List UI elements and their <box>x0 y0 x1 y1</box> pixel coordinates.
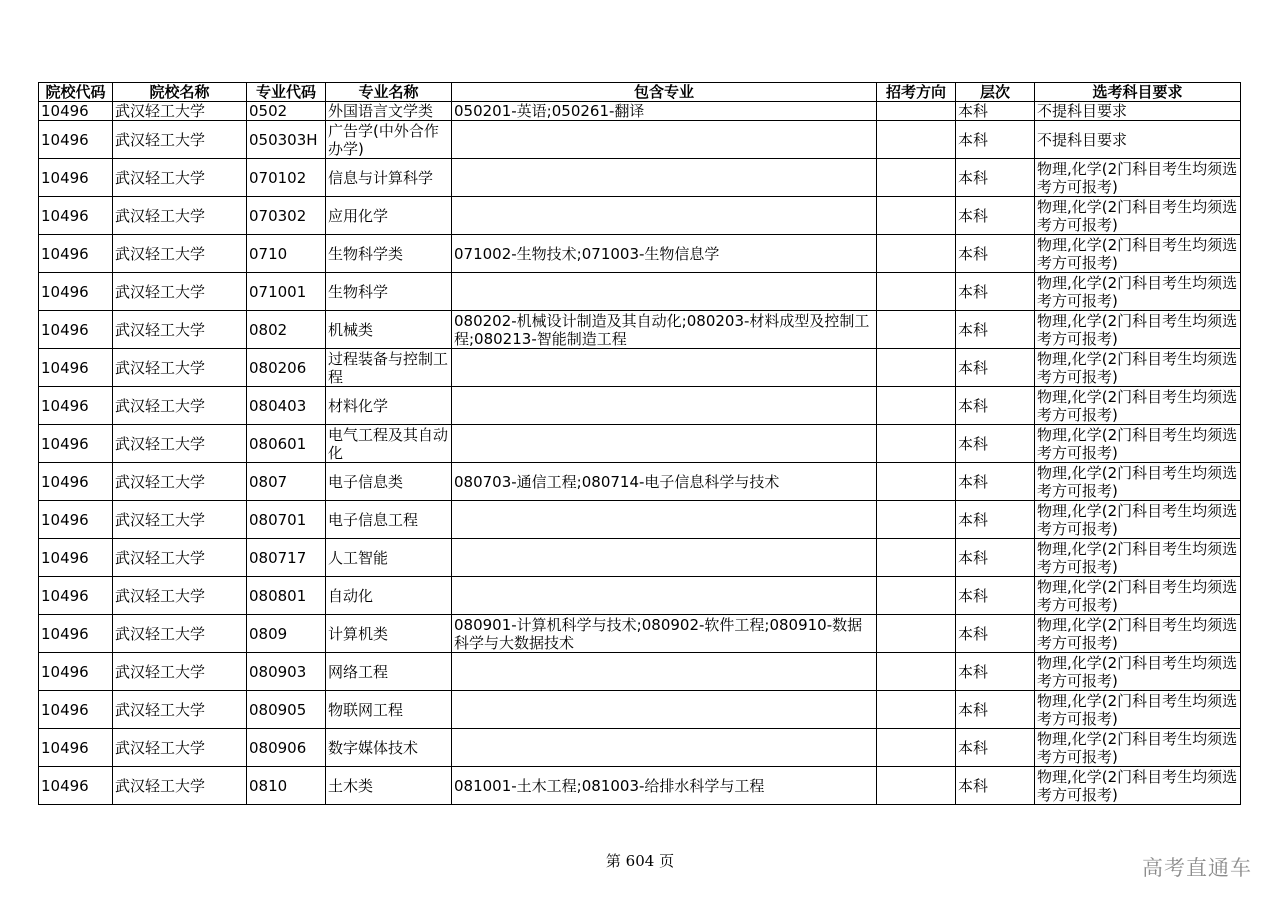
header-level: 层次 <box>956 83 1035 102</box>
subject-requirement-cell: 物理,化学(2门科目考生均须选考方可报考) <box>1035 539 1241 577</box>
subject-requirement-cell: 物理,化学(2门科目考生均须选考方可报考) <box>1035 349 1241 387</box>
included-majors-cell <box>452 349 877 387</box>
major-name-cell: 计算机类 <box>326 615 452 653</box>
level-cell: 本科 <box>956 501 1035 539</box>
included-majors-cell: 071002-生物技术;071003-生物信息学 <box>452 235 877 273</box>
major-code-cell: 080906 <box>247 729 326 767</box>
subject-requirement-cell: 物理,化学(2门科目考生均须选考方可报考) <box>1035 197 1241 235</box>
header-school-name: 院校名称 <box>113 83 247 102</box>
included-majors-cell: 080202-机械设计制造及其自动化;080203-材料成型及控制工程;080213-智能制造工程 <box>452 311 877 349</box>
included-majors-cell <box>452 577 877 615</box>
school-name-cell: 武汉轻工大学 <box>113 235 247 273</box>
table-row <box>39 121 1241 159</box>
direction-cell <box>877 273 956 311</box>
major-code-cell: 080717 <box>247 539 326 577</box>
major-name-cell: 数字媒体技术 <box>326 729 452 767</box>
subject-requirement-cell: 物理,化学(2门科目考生均须选考方可报考) <box>1035 425 1241 463</box>
major-name-cell: 物联网工程 <box>326 691 452 729</box>
level-cell: 本科 <box>956 729 1035 767</box>
direction-cell <box>877 615 956 653</box>
major-name-cell: 生物科学 <box>326 273 452 311</box>
header-school-code: 院校代码 <box>39 83 113 102</box>
school-code-cell: 10496 <box>39 729 113 767</box>
school-name-cell: 武汉轻工大学 <box>113 539 247 577</box>
major-code-cell: 080701 <box>247 501 326 539</box>
direction-cell <box>877 653 956 691</box>
major-code-cell: 0810 <box>247 767 326 805</box>
major-name-cell: 外国语言文学类 <box>326 102 452 121</box>
major-name-cell: 电子信息类 <box>326 463 452 501</box>
table-row <box>39 235 1241 273</box>
table-row <box>39 729 1241 767</box>
major-code-cell: 0809 <box>247 615 326 653</box>
included-majors-cell <box>452 197 877 235</box>
subject-requirement-cell: 物理,化学(2门科目考生均须选考方可报考) <box>1035 767 1241 805</box>
school-name-cell: 武汉轻工大学 <box>113 159 247 197</box>
school-name-cell: 武汉轻工大学 <box>113 767 247 805</box>
major-code-cell: 0502 <box>247 102 326 121</box>
header-major-name: 专业名称 <box>326 83 452 102</box>
major-code-cell: 080903 <box>247 653 326 691</box>
school-code-cell: 10496 <box>39 425 113 463</box>
level-cell: 本科 <box>956 197 1035 235</box>
watermark-logo-text: 高考直通车 <box>1142 856 1252 880</box>
table-row <box>39 767 1241 805</box>
subject-requirement-cell: 不提科目要求 <box>1035 102 1241 121</box>
direction-cell <box>877 539 956 577</box>
table-row <box>39 159 1241 197</box>
school-code-cell: 10496 <box>39 539 113 577</box>
major-name-cell: 网络工程 <box>326 653 452 691</box>
school-name-cell: 武汉轻工大学 <box>113 691 247 729</box>
subject-requirement-cell: 物理,化学(2门科目考生均须选考方可报考) <box>1035 691 1241 729</box>
level-cell: 本科 <box>956 653 1035 691</box>
table-body <box>39 102 1241 805</box>
major-code-cell: 070102 <box>247 159 326 197</box>
table-row <box>39 425 1241 463</box>
major-code-cell: 050303H <box>247 121 326 159</box>
subject-requirement-cell: 物理,化学(2门科目考生均须选考方可报考) <box>1035 235 1241 273</box>
table-row <box>39 577 1241 615</box>
subject-requirement-cell: 物理,化学(2门科目考生均须选考方可报考) <box>1035 577 1241 615</box>
school-name-cell: 武汉轻工大学 <box>113 121 247 159</box>
school-name-cell: 武汉轻工大学 <box>113 577 247 615</box>
school-code-cell: 10496 <box>39 349 113 387</box>
subject-requirement-cell: 物理,化学(2门科目考生均须选考方可报考) <box>1035 273 1241 311</box>
major-code-cell: 080905 <box>247 691 326 729</box>
school-code-cell: 10496 <box>39 387 113 425</box>
school-code-cell: 10496 <box>39 102 113 121</box>
level-cell: 本科 <box>956 159 1035 197</box>
major-name-cell: 机械类 <box>326 311 452 349</box>
major-name-cell: 生物科学类 <box>326 235 452 273</box>
subject-requirement-cell: 物理,化学(2门科目考生均须选考方可报考) <box>1035 387 1241 425</box>
level-cell: 本科 <box>956 615 1035 653</box>
included-majors-cell <box>452 425 877 463</box>
header-subject-requirement: 选考科目要求 <box>1035 83 1241 102</box>
major-code-cell: 070302 <box>247 197 326 235</box>
major-name-cell: 过程装备与控制工程 <box>326 349 452 387</box>
school-name-cell: 武汉轻工大学 <box>113 425 247 463</box>
major-name-cell: 广告学(中外合作办学) <box>326 121 452 159</box>
level-cell: 本科 <box>956 349 1035 387</box>
included-majors-cell <box>452 273 877 311</box>
school-name-cell: 武汉轻工大学 <box>113 729 247 767</box>
subject-requirement-cell: 物理,化学(2门科目考生均须选考方可报考) <box>1035 463 1241 501</box>
major-name-cell: 人工智能 <box>326 539 452 577</box>
included-majors-cell <box>452 691 877 729</box>
direction-cell <box>877 121 956 159</box>
direction-cell <box>877 311 956 349</box>
table-header-row <box>39 83 1241 102</box>
level-cell: 本科 <box>956 102 1035 121</box>
school-code-cell: 10496 <box>39 615 113 653</box>
school-code-cell: 10496 <box>39 463 113 501</box>
major-name-cell: 电气工程及其自动化 <box>326 425 452 463</box>
admission-table <box>38 82 1241 805</box>
direction-cell <box>877 691 956 729</box>
school-code-cell: 10496 <box>39 501 113 539</box>
direction-cell <box>877 463 956 501</box>
school-name-cell: 武汉轻工大学 <box>113 463 247 501</box>
direction-cell <box>877 577 956 615</box>
included-majors-cell: 080703-通信工程;080714-电子信息科学与技术 <box>452 463 877 501</box>
table-row <box>39 311 1241 349</box>
level-cell: 本科 <box>956 311 1035 349</box>
school-code-cell: 10496 <box>39 197 113 235</box>
table-row <box>39 102 1241 121</box>
school-name-cell: 武汉轻工大学 <box>113 273 247 311</box>
major-code-cell: 080801 <box>247 577 326 615</box>
direction-cell <box>877 387 956 425</box>
level-cell: 本科 <box>956 121 1035 159</box>
header-included-majors: 包含专业 <box>452 83 877 102</box>
included-majors-cell <box>452 729 877 767</box>
table-row <box>39 501 1241 539</box>
major-code-cell: 0710 <box>247 235 326 273</box>
major-name-cell: 土木类 <box>326 767 452 805</box>
level-cell: 本科 <box>956 235 1035 273</box>
included-majors-cell <box>452 159 877 197</box>
direction-cell <box>877 425 956 463</box>
subject-requirement-cell: 物理,化学(2门科目考生均须选考方可报考) <box>1035 311 1241 349</box>
level-cell: 本科 <box>956 577 1035 615</box>
level-cell: 本科 <box>956 539 1035 577</box>
table-row <box>39 197 1241 235</box>
school-name-cell: 武汉轻工大学 <box>113 102 247 121</box>
subject-requirement-cell: 不提科目要求 <box>1035 121 1241 159</box>
school-code-cell: 10496 <box>39 159 113 197</box>
school-name-cell: 武汉轻工大学 <box>113 349 247 387</box>
table-row <box>39 349 1241 387</box>
included-majors-cell <box>452 121 877 159</box>
school-name-cell: 武汉轻工大学 <box>113 501 247 539</box>
major-code-cell: 080403 <box>247 387 326 425</box>
table-row <box>39 615 1241 653</box>
included-majors-cell <box>452 387 877 425</box>
header-major-code: 专业代码 <box>247 83 326 102</box>
subject-requirement-cell: 物理,化学(2门科目考生均须选考方可报考) <box>1035 501 1241 539</box>
subject-requirement-cell: 物理,化学(2门科目考生均须选考方可报考) <box>1035 615 1241 653</box>
table-row <box>39 273 1241 311</box>
level-cell: 本科 <box>956 767 1035 805</box>
major-name-cell: 材料化学 <box>326 387 452 425</box>
school-name-cell: 武汉轻工大学 <box>113 311 247 349</box>
included-majors-cell: 081001-土木工程;081003-给排水科学与工程 <box>452 767 877 805</box>
major-code-cell: 0807 <box>247 463 326 501</box>
school-name-cell: 武汉轻工大学 <box>113 653 247 691</box>
header-direction: 招考方向 <box>877 83 956 102</box>
major-code-cell: 080601 <box>247 425 326 463</box>
direction-cell <box>877 349 956 387</box>
major-name-cell: 应用化学 <box>326 197 452 235</box>
table-row <box>39 691 1241 729</box>
major-code-cell: 071001 <box>247 273 326 311</box>
included-majors-cell <box>452 501 877 539</box>
table-row <box>39 539 1241 577</box>
level-cell: 本科 <box>956 273 1035 311</box>
included-majors-cell: 080901-计算机科学与技术;080902-软件工程;080910-数据科学与大数据技术 <box>452 615 877 653</box>
direction-cell <box>877 197 956 235</box>
direction-cell <box>877 102 956 121</box>
included-majors-cell <box>452 653 877 691</box>
school-code-cell: 10496 <box>39 235 113 273</box>
table-row <box>39 653 1241 691</box>
school-code-cell: 10496 <box>39 691 113 729</box>
school-code-cell: 10496 <box>39 577 113 615</box>
school-name-cell: 武汉轻工大学 <box>113 387 247 425</box>
direction-cell <box>877 767 956 805</box>
subject-requirement-cell: 物理,化学(2门科目考生均须选考方可报考) <box>1035 159 1241 197</box>
school-name-cell: 武汉轻工大学 <box>113 197 247 235</box>
level-cell: 本科 <box>956 463 1035 501</box>
direction-cell <box>877 159 956 197</box>
table-row <box>39 463 1241 501</box>
major-name-cell: 信息与计算科学 <box>326 159 452 197</box>
table-row <box>39 387 1241 425</box>
school-code-cell: 10496 <box>39 273 113 311</box>
school-code-cell: 10496 <box>39 311 113 349</box>
school-code-cell: 10496 <box>39 121 113 159</box>
page-number: 第 604 页 <box>605 852 675 870</box>
subject-requirement-cell: 物理,化学(2门科目考生均须选考方可报考) <box>1035 729 1241 767</box>
subject-requirement-cell: 物理,化学(2门科目考生均须选考方可报考) <box>1035 653 1241 691</box>
level-cell: 本科 <box>956 691 1035 729</box>
direction-cell <box>877 501 956 539</box>
included-majors-cell: 050201-英语;050261-翻译 <box>452 102 877 121</box>
major-name-cell: 电子信息工程 <box>326 501 452 539</box>
major-code-cell: 0802 <box>247 311 326 349</box>
direction-cell <box>877 729 956 767</box>
level-cell: 本科 <box>956 425 1035 463</box>
major-name-cell: 自动化 <box>326 577 452 615</box>
direction-cell <box>877 235 956 273</box>
major-code-cell: 080206 <box>247 349 326 387</box>
school-name-cell: 武汉轻工大学 <box>113 615 247 653</box>
included-majors-cell <box>452 539 877 577</box>
school-code-cell: 10496 <box>39 767 113 805</box>
level-cell: 本科 <box>956 387 1035 425</box>
school-code-cell: 10496 <box>39 653 113 691</box>
